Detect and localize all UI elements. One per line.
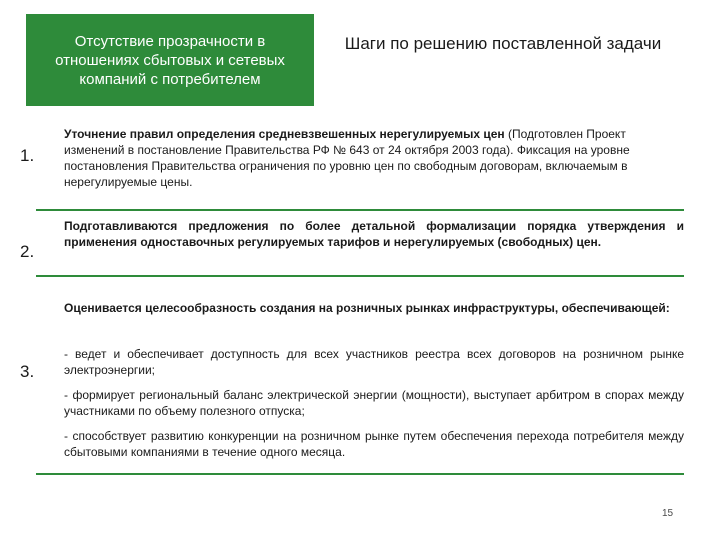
- problem-text: Отсутствие прозрачности в отношениях сбытовых и сетевых компаний с потребителем: [55, 32, 285, 88]
- step-number-3: 3.: [20, 362, 35, 381]
- divider-3: [36, 473, 684, 475]
- step-1-rest: (Подготовлен Проект изменений в постановление Правительства РФ № 643 от 24 октября 2003 года). Фиксация на уровне постановления Правительства ограничения по уровню цен по свободным договорам, включаемым в нерегулируемые цены.: [64, 127, 630, 189]
- problem-box: [26, 14, 314, 106]
- step-3-bullet-2: - формирует региональный баланс электрической энергии (мощности), выступает арбитром в спорах между участниками по объему полезного отпуска;: [64, 388, 684, 418]
- step-3-intro: Оценивается целесообразность создания на розничных рынках инфраструктуры, обеспечивающей:: [64, 301, 670, 315]
- step-1-lead: Уточнение правил определения средневзвешенных нерегулируемых цен: [64, 127, 505, 141]
- step-number-2: 2.: [20, 242, 35, 261]
- divider-2: [36, 275, 684, 277]
- page-number: 15: [662, 508, 674, 519]
- step-3-bullet-3: - способствует развитию конкуренции на розничном рынке путем обеспечения перехода потребителя между сбытовыми компаниями в течение одного месяца.: [64, 429, 684, 459]
- step-2-text: Подготавливаются предложения по более детальной формализации порядка утверждения и применения одноставочных регулируемых тарифов и нерегулируемых (свободных) цен.: [64, 219, 684, 249]
- slide-title: Шаги по решению поставленной задачи: [344, 34, 662, 53]
- divider-1: [36, 209, 684, 211]
- step-1-text: [64, 126, 684, 190]
- step-number-1: 1.: [20, 146, 35, 165]
- step-3-bullet-1: - ведет и обеспечивает доступность для всех участников реестра всех договоров на розничном рынке электроэнергии;: [64, 347, 684, 377]
